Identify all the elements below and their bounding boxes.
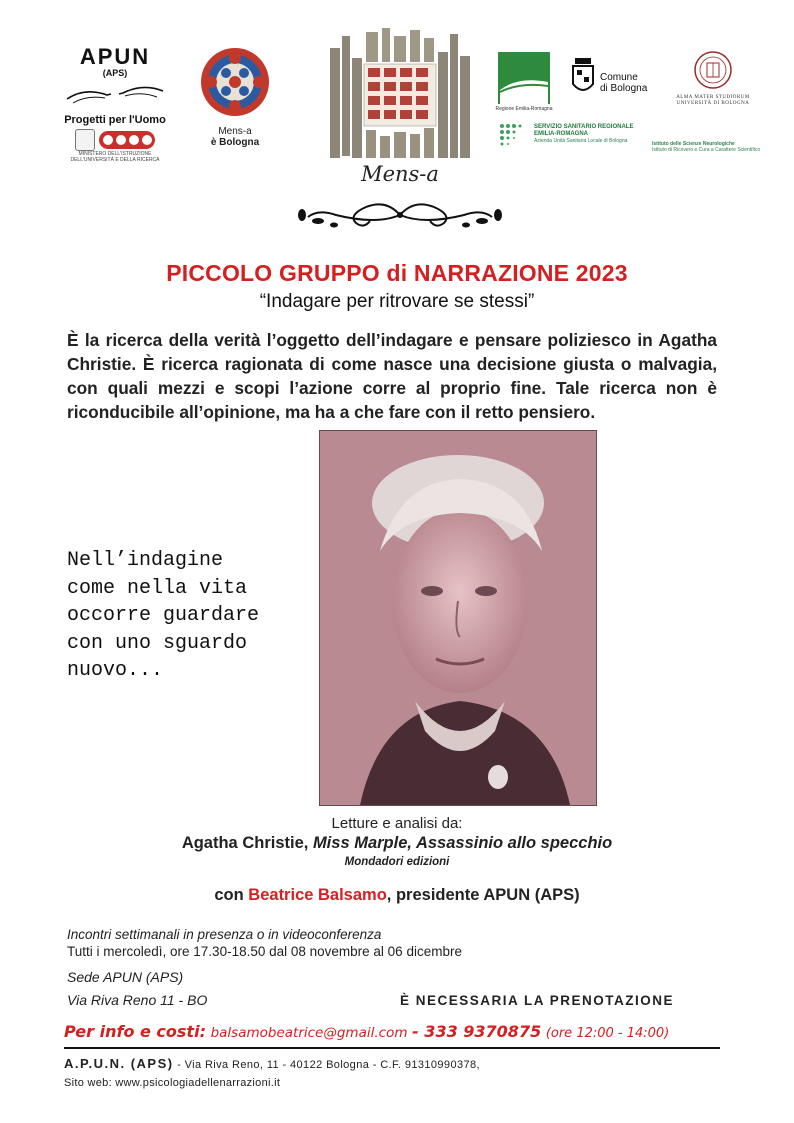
ornament-divider-icon — [296, 195, 504, 235]
apun-logo-tagline: Progetti per l'Uomo — [64, 114, 166, 126]
apun-logo-sub: (APS) — [102, 68, 128, 78]
apun-badges — [60, 129, 170, 151]
mensa-bologna-line2: è Bologna — [210, 137, 260, 148]
unibo-line1: ALMA MATER STUDIORUM — [676, 95, 750, 100]
regione-emilia-romagna-logo — [498, 52, 550, 112]
meetings-line2: Tutti i mercoledì, ore 17.30-18.50 dal 08 novembre al 06 dicembre — [67, 944, 462, 959]
readings-book-line — [0, 834, 794, 853]
info-email[interactable]: balsamobeatrice@gmail.com — [210, 1025, 408, 1041]
ssr-logo — [498, 120, 653, 160]
venue-line1: Sede APUN (APS) — [67, 969, 184, 985]
comune-bologna-logo — [570, 58, 660, 102]
regione-label: Regione Emilia-Romagna — [495, 106, 553, 112]
mensa-bologna-logo — [195, 45, 275, 155]
isni-logo-text — [652, 141, 770, 153]
readings-label: Letture e analisi da: — [331, 815, 463, 832]
readings-author: Agatha Christie, — [181, 834, 309, 852]
host-role: , presidente APUN (APS) — [386, 886, 580, 904]
mens-a-script-title: Mens-a — [361, 162, 439, 186]
mensa-bologna-line1: Mens-a — [218, 126, 252, 137]
meetings-line1: Incontri settimanali in presenza o in videoconferenza — [67, 927, 382, 942]
footer-website[interactable]: Sito web: www.psicologiadellenarrazioni.it — [64, 1077, 281, 1089]
intro-paragraph: È la ricerca della verità l’oggetto dell’indagare e pensare poliziesco in Agatha Christie. È ricerca ragionata di come nasce una decisione giusta o malvagia, con quali mezzi e scopi l’azione corre al proprio fine. Tale ricerca non è riconducibile all’opinione, ma ha a che fare con il retto pensiero. — [67, 330, 717, 422]
city-collage-image — [326, 28, 474, 166]
info-hours: (ore 12:00 - 14:00) — [545, 1026, 670, 1041]
unibo-logo — [668, 50, 758, 120]
isni-line2: Istituto di Ricovero e Cura a Carattere Scientifico — [652, 147, 761, 153]
comune-crest-icon — [570, 58, 596, 98]
miur-logo-icon — [99, 131, 155, 149]
host-prefix: con — [214, 886, 244, 904]
info-line — [64, 1022, 744, 1041]
info-label: Per info e costi: — [64, 1022, 206, 1041]
hands-icon — [65, 79, 165, 109]
isni-line1: Istituto delle Scienze Neurologiche — [652, 141, 735, 147]
booking-notice: È NECESSARIA LA PRENOTAZIONE — [400, 993, 675, 1008]
footer-org: A.P.U.N. (APS) — [64, 1056, 174, 1071]
mensa-bologna-label — [195, 126, 275, 148]
quote-text: Nell’indagine come nella vita occorre guardare con uno sguardo nuovo... — [67, 549, 260, 682]
readings-book-title: Miss Marple, Assassinio allo specchio — [312, 834, 613, 852]
agatha-christie-portrait — [319, 430, 597, 806]
ssr-line1: SERVIZIO SANITARIO REGIONALE — [534, 124, 634, 130]
comune-line1: Comune — [600, 72, 638, 83]
apun-logo-title: APUN — [79, 44, 151, 69]
comune-label — [600, 72, 647, 94]
venue-line2: Via Riva Reno 11 - BO — [67, 992, 208, 1008]
page-subtitle: “Indagare per ritrovare se stessi” — [259, 291, 535, 312]
italy-emblem-icon — [75, 129, 95, 151]
ssr-line3: Azienda Unità Sanitaria Locale di Bologna — [534, 138, 628, 144]
ssr-line2: EMILIA-ROMAGNA — [534, 131, 588, 137]
unibo-seal-icon — [693, 50, 733, 90]
unibo-line2: UNIVERSITÀ DI BOLOGNA — [676, 101, 750, 106]
page-title: PICCOLO GRUPPO di NARRAZIONE 2023 — [166, 260, 628, 286]
ssr-text — [534, 124, 633, 145]
comune-line2: di Bologna — [600, 83, 648, 94]
mensa-mandala-icon — [198, 45, 272, 119]
footer-address: - Via Riva Reno, 11 - 40122 Bologna - C.F. 91310990378, — [177, 1059, 480, 1071]
footer-address-line — [64, 1056, 480, 1071]
apun-logo-caption: MINISTERO DELL'ISTRUZIONE DELL'UNIVERSITÀ E DELLA RICERCA — [70, 151, 160, 163]
info-phone[interactable]: - 333 9370875 — [412, 1022, 542, 1041]
readings-publisher: Mondadori edizioni — [344, 856, 450, 868]
ssr-dots-icon — [498, 122, 528, 152]
host-line — [0, 886, 794, 905]
host-name: Beatrice Balsamo — [248, 886, 387, 904]
footer-divider — [64, 1047, 720, 1049]
apun-logo — [60, 44, 170, 163]
